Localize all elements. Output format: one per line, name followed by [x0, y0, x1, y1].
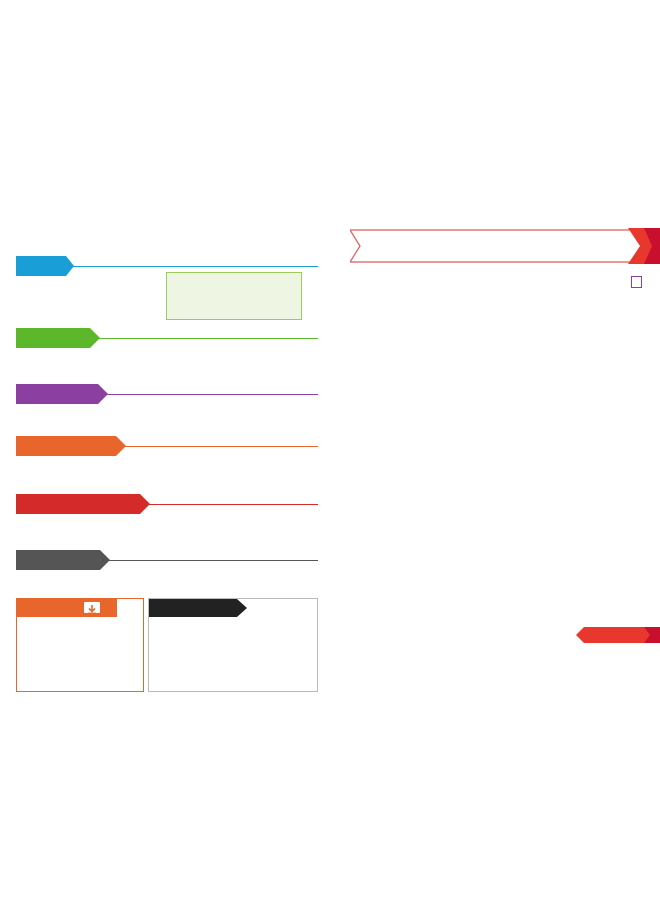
qr-codes-box: [148, 598, 318, 692]
ebook-box: [16, 598, 144, 692]
qr-header-arrow: [235, 599, 247, 617]
download-icon: [84, 602, 100, 613]
test-banner: [16, 495, 152, 512]
right-page: [330, 222, 660, 682]
review-rule: [104, 394, 318, 395]
ebook-header: [17, 599, 117, 617]
footer-tab: [576, 627, 660, 643]
workbook-rule: [106, 560, 318, 561]
quick-test-box: [166, 272, 302, 320]
revise-rule: [70, 266, 318, 267]
revise-banner: [16, 257, 76, 274]
mix-banner: [16, 437, 128, 454]
review-banner: [16, 385, 110, 402]
left-page: [0, 222, 330, 682]
review-checkbox[interactable]: [631, 276, 642, 288]
mix-rule: [122, 446, 318, 447]
qr-codes-header: [149, 599, 237, 617]
contents-header-shape: [350, 228, 660, 264]
practise-banner: [16, 329, 102, 346]
practise-rule: [96, 338, 318, 339]
test-rule: [146, 504, 318, 505]
workbook-banner: [16, 551, 112, 568]
